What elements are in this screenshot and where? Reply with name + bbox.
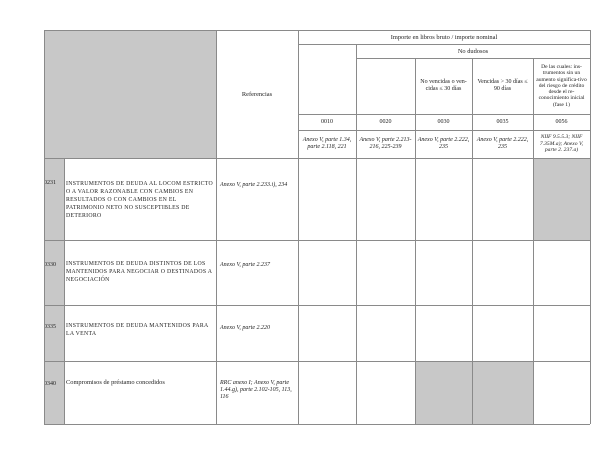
row-0330-code-cell xyxy=(44,240,64,305)
row-0231-code xyxy=(44,180,64,190)
code-0056-text: 0056 xyxy=(555,118,568,125)
row-0340-0035-shaded xyxy=(472,361,533,424)
code-0010 xyxy=(298,114,356,130)
grid-line-h8 xyxy=(44,361,590,362)
code-0020 xyxy=(356,114,415,130)
ref-0056-text: NIIF 9.5.5.3; NIIF 7.35M.a); Anexo V, parte 2. 237.a) xyxy=(539,134,584,154)
col-0035-desc xyxy=(472,58,533,114)
col-0030-desc xyxy=(415,58,472,114)
header-corner-block xyxy=(44,30,216,158)
row-0330-label xyxy=(66,260,214,288)
row-0231-code-text: 0231 xyxy=(44,180,56,186)
ref-0056 xyxy=(533,130,590,158)
grid-line-h2 xyxy=(356,58,590,59)
code-0030-text: 0030 xyxy=(437,118,450,125)
row-0231-label xyxy=(66,180,214,228)
grid-line-top xyxy=(44,30,590,31)
grid-line-h6 xyxy=(44,240,590,241)
row-0231-0056-shaded xyxy=(533,158,590,240)
row-0340-ref xyxy=(220,380,296,410)
grid-line-v-left xyxy=(44,30,45,424)
grid-line-h4 xyxy=(298,130,590,131)
grid-line-v-0056 xyxy=(533,58,534,424)
row-0340-code xyxy=(44,381,64,391)
code-0010-text: 0010 xyxy=(321,118,333,125)
code-0035-text: 0035 xyxy=(496,118,509,125)
ref-0030 xyxy=(415,130,472,158)
row-0335-code xyxy=(44,324,64,334)
grid-line-v-0035 xyxy=(472,58,473,424)
row-0231-ref xyxy=(220,182,296,202)
grid-line-v-right xyxy=(590,30,591,424)
importe-title xyxy=(298,30,590,44)
ref-0030-text: Anexo V, parte 2.222, 235 xyxy=(417,137,470,150)
grid-line-v-0010 xyxy=(298,30,299,424)
grid-line-bottom xyxy=(44,424,590,425)
col-0056-desc-text: De las cuales: ins-trumentos sin un aumento significa-tivo del riesgo de crédito desde el re-conocimiento inicial (fase 1) xyxy=(536,63,587,108)
row-0335-label xyxy=(66,322,214,342)
ref-0035 xyxy=(472,130,533,158)
row-0340-0030-shaded xyxy=(415,361,472,424)
grid-line-h5 xyxy=(44,158,590,159)
grid-line-v-0030 xyxy=(415,58,416,424)
ref-0035-text: Anexo V, parte 2.222, 235 xyxy=(476,137,529,150)
code-0030 xyxy=(415,114,472,130)
col-0035-desc-text: Vencidas > 30 días ≤ 90 días xyxy=(477,79,528,92)
row-0231-ref-text: Anexo V, parte 2.233.i), 234 xyxy=(220,182,288,188)
ref-0020 xyxy=(356,130,415,158)
grid-line-v-0020 xyxy=(356,44,357,424)
row-0335-label-text: INSTRUMENTOS DE DEUDA MANTENIDOS PARA LA VENTA xyxy=(66,323,209,337)
row-0335-ref-text: Anexo V, parte 2.220 xyxy=(220,325,271,331)
row-0330-label-text: INSTRUMENTOS DE DEUDA DISTINTOS DE LOS MANTENIDOS PARA NEGOCIAR O DESTINADOS A NEGOCIACIÓN xyxy=(66,261,212,283)
row-0340-label xyxy=(66,379,214,391)
row-0335-code-text: 0335 xyxy=(44,324,56,330)
ref-0020-text: Anexo V, parte 2.213-216, 225-239 xyxy=(359,137,412,150)
row-0330-code xyxy=(44,262,64,272)
grid-line-h3 xyxy=(298,114,590,115)
row-0330-ref-text: Anexo V, parte 2.237 xyxy=(220,262,271,268)
row-0340-label-text: Compromisos de préstamo concedidos xyxy=(66,379,165,386)
col-0056-desc xyxy=(533,58,590,114)
row-0340-ref-text: RRC anexo I; Anexo V, parte 1.44.g), parte 2.102-105, 113, 116 xyxy=(220,380,292,400)
row-0330-code-text: 0330 xyxy=(44,262,56,268)
referencias-header xyxy=(216,30,298,158)
row-0231-code-cell xyxy=(44,158,64,240)
no-dudosos-text: No dudosos xyxy=(457,47,489,55)
ref-0010 xyxy=(298,130,356,158)
importe-title-text: Importe en libros bruto / importe nominal xyxy=(390,33,498,41)
row-0330-ref xyxy=(220,262,296,272)
code-0020-text: 0020 xyxy=(379,118,392,125)
row-0335-ref xyxy=(220,325,296,335)
grid-line-h7 xyxy=(44,305,590,306)
ref-0010-text: Anexo V, parte 1.34, parte 2.118, 221 xyxy=(302,137,352,150)
grid-line-v-ref xyxy=(216,30,217,424)
col-0030-desc-text: No vencidas o ven-cidas ≤ 30 días xyxy=(420,79,467,92)
row-0340-code-cell xyxy=(44,361,64,424)
code-0056 xyxy=(533,114,590,130)
no-dudosos-header xyxy=(356,44,590,58)
referencias-label: Referencias xyxy=(241,90,273,98)
grid-line-h1 xyxy=(298,44,590,45)
row-0340-code-text: 0340 xyxy=(44,381,56,387)
grid-line-v-code xyxy=(64,158,65,424)
row-0231-label-text: INSTRUMENTOS DE DEUDA AL LOCOM ESTRICTO O A VALOR RAZONABLE CON CAMBIOS EN RESULTADOS O CON CAMBIOS EN EL PATRIMONIO NETO NO SUSCEPTIBLES DE DETERIORO xyxy=(66,181,214,219)
code-0035 xyxy=(472,114,533,130)
